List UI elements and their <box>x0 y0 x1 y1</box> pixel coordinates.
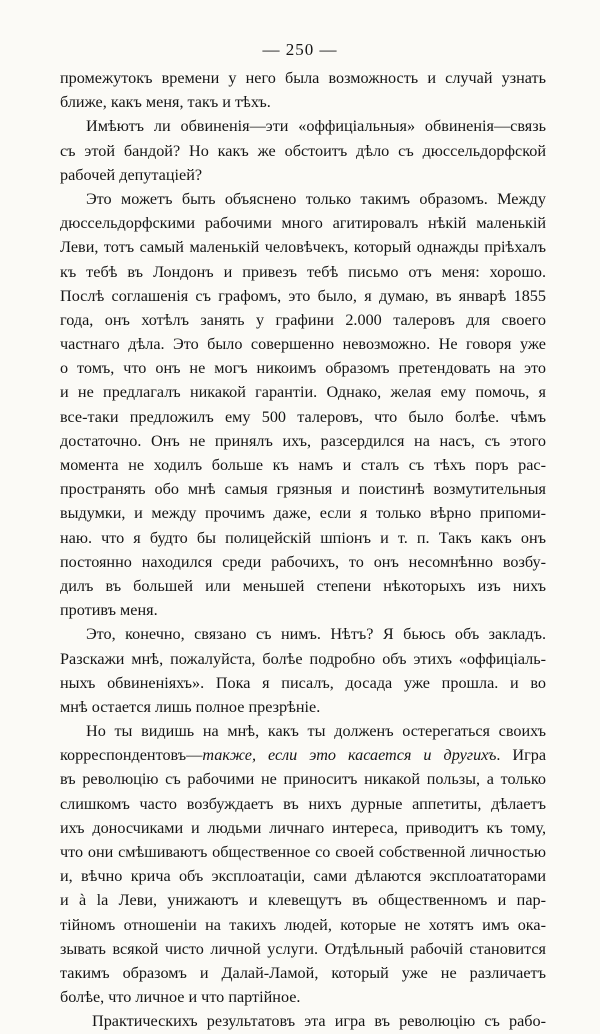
text-line: Разскажи мнѣ, пожалуйста, болѣе подробно объ этихъ «оффиціаль- <box>60 649 546 668</box>
text-line: зывать всякой чисто личной услуги. Отдѣльный рабочій становится <box>60 939 546 958</box>
text-line: все-таки предложилъ ему 500 талеровъ, что было болѣе. чѣмъ <box>60 407 546 426</box>
text-line: что они смѣшиваютъ общественное со своей собственной личностью <box>60 843 546 861</box>
text-line: Послѣ соглашенія съ графомъ, это было, я думаю, въ январѣ 1855 <box>60 286 546 305</box>
text-line: постоянно находился среди рабочихъ, то онъ несомнѣнно возбу- <box>60 552 546 571</box>
italic-emphasis: также, если это касается и другихъ <box>202 746 497 765</box>
text-line: дилъ въ большей или меньшей степени нѣкоторыхъ изъ нихъ <box>60 576 546 595</box>
text-line: противъ меня. <box>60 601 158 620</box>
text-segment: . Игра <box>496 746 546 765</box>
text-line: ныхъ обвиненіяхъ». Пока я писалъ, досада уже прошла. и во <box>60 673 546 692</box>
text-line: промежутокъ времени у него была возможность и случай узнать <box>60 69 546 87</box>
text-line: съ этой бандой? Но какъ же обстоитъ дѣло съ дюссельдорфской <box>60 141 546 160</box>
text-line <box>60 743 546 767</box>
text-line: въ революцію съ рабочими не приноситъ никакой пользы, а только <box>60 770 546 789</box>
text-line: и à la Леви, унижаютъ и клевещутъ въ общественномъ и пар- <box>60 891 546 910</box>
text-line: года, онъ хотѣлъ занять у графини 2.000 талеровъ для своего <box>60 310 546 329</box>
text-line: достаточно. Онъ не принялъ ихъ, разсердился на насъ, съ этого <box>60 431 546 450</box>
text-line: и, вѣчно крича объ эксплоатаціи, сами дѣлаются эксплоататорами <box>60 867 546 886</box>
body-text <box>60 66 546 1034</box>
text-line: пространять обо мнѣ самыя грязныя и поистинѣ возмутительныя <box>60 480 546 499</box>
text-segment: корреспондентовъ— <box>60 746 203 765</box>
text-line: выдумки, и между прочимъ даже, если я только вѣрно припоми- <box>60 504 546 523</box>
text-line: дюссельдорфскими рабочими много агитировалъ нѣкій маленькій <box>60 214 546 233</box>
text-line: рабочей депутаціей? <box>60 165 203 184</box>
text-line: Но ты видишь на мнѣ, какъ ты долженъ остерегаться своихъ <box>86 722 546 741</box>
page-number: — 250 — <box>262 40 338 59</box>
text-line: Практическихъ результатовъ эта игра въ революцію съ рабо- <box>92 1012 546 1031</box>
text-line: тійномъ отношеніи на такихъ людей, которые не хотятъ имъ ока- <box>60 915 546 934</box>
text-line: Имѣютъ ли обвиненія—эти «оффиціальныя» обвиненія—связь <box>86 117 546 136</box>
text-line: ближе, какъ меня, такъ и тѣхъ. <box>60 93 271 112</box>
text-line: ихъ доносчиками и людьми личнаго интереса, приводитъ къ тому, <box>60 818 546 837</box>
text-line: момента не ходилъ больше къ намъ и сталъ съ тѣхъ поръ рас- <box>60 456 546 474</box>
text-line: слишкомъ часто возбуждаетъ въ нихъ дурные аппетиты, дѣлаетъ <box>60 794 546 813</box>
text-line: наю. что я будто бы полицейскій шпіонъ и т. п. Такъ какъ онъ <box>60 528 546 547</box>
text-line: частнаго дѣла. Это было совершенно невозможно. Не говоря уже <box>60 335 546 354</box>
text-line: такимъ образомъ и Далай-Ламой, который уже не различаетъ <box>60 963 546 982</box>
text-line: Это можетъ быть объяснено только такимъ образомъ. Между <box>86 189 546 208</box>
text-line: Это, конечно, связано съ нимъ. Нѣтъ? Я бьюсь объ закладъ. <box>86 625 546 644</box>
text-line: и не предлагалъ никакой гарантіи. Однако, желая ему помочь, я <box>60 383 546 402</box>
text-line: о томъ, что онъ не могъ никоимъ образомъ претендовать на это <box>60 359 546 378</box>
text-line: Леви, тотъ самый маленькій человѣчекъ, который однажды пріѣхалъ <box>60 238 546 257</box>
text-line: мнѣ остается лишь полное презрѣніе. <box>60 697 321 716</box>
text-line: къ тебѣ въ Лондонъ и привезъ тебѣ письмо отъ меня: хорошо. <box>60 262 546 281</box>
text-line: болѣе, что личное и что партійное. <box>60 988 301 1007</box>
